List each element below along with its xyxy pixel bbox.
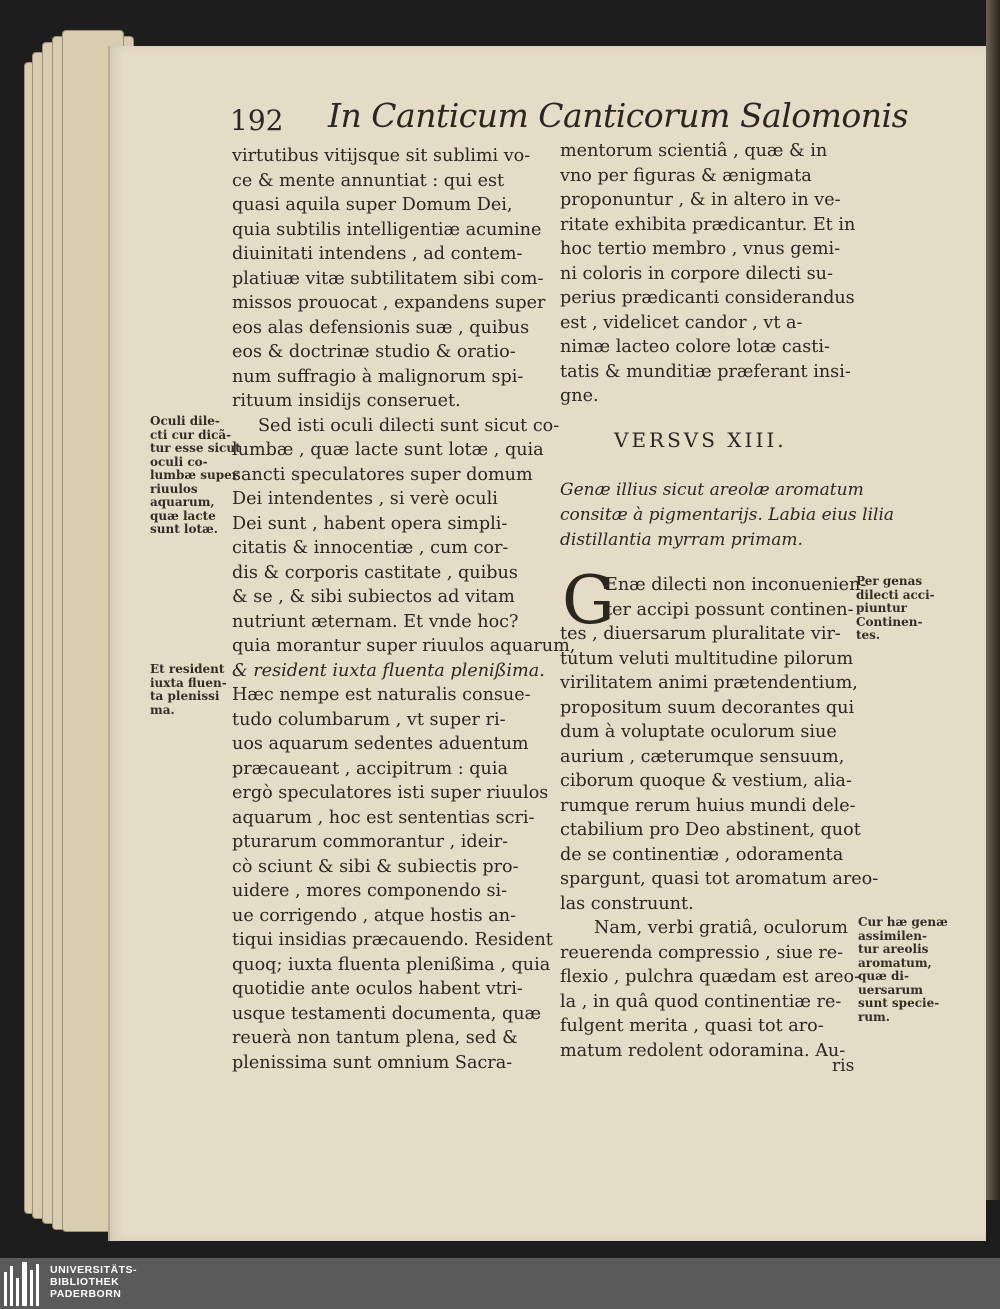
text-line: plenissima sunt omnium Sacra-	[232, 1052, 513, 1073]
margin-line: sunt lotæ.	[150, 522, 218, 536]
margin-line: aquarum,	[150, 495, 215, 509]
margin-line: quæ lacte	[150, 508, 216, 523]
section-heading: VERSVS XIII.	[614, 428, 787, 452]
text-line: eos alas defensionis suæ , quibus	[232, 317, 530, 338]
text-line: & resident iuxta fluenta plenißima.	[232, 660, 545, 681]
library-name	[50, 1264, 137, 1300]
text-line: cò sciunt & sibi & subiectis pro-	[232, 856, 519, 877]
right-text-column-first	[605, 573, 866, 622]
text-line: dum à voluptate oculorum siue	[560, 722, 837, 742]
text-line: virilitatem animi prætendentium,	[560, 673, 858, 693]
margin-line: aromatum,	[858, 955, 932, 970]
margin-line: tes.	[856, 628, 881, 642]
text-line: tes , diuersarum pluralitate vir-	[560, 624, 841, 644]
running-title: In Canticum Canticorum Salomonis	[328, 96, 909, 135]
text-line: quia subtilis intelligentiæ acumine	[232, 219, 542, 240]
text-line: nutriunt æternam. Et vnde hoc?	[232, 611, 519, 632]
text-line: Enæ dilecti non inconuenien-	[605, 575, 867, 595]
text-line: reuerenda compressio , siue re-	[560, 942, 844, 963]
drop-cap: G	[562, 562, 615, 639]
text-line: tiqui insidias præcauendo. Resident	[232, 930, 553, 950]
text-line: spargunt, quasi tot aromatum areo-	[560, 869, 879, 889]
text-line: quasi aquila super Domum Dei,	[232, 195, 513, 215]
text-line: nimæ lacteo colore lotæ casti-	[560, 337, 830, 357]
text-line: de se continentiæ , odoramenta	[560, 844, 844, 865]
text-line: las construunt.	[560, 893, 694, 914]
margin-line: piuntur	[856, 601, 907, 615]
text-line: Dei sunt , habent opera simpli-	[232, 513, 508, 534]
marginal-note	[150, 663, 227, 717]
lemma-line: distillantia myrram primam.	[560, 530, 803, 550]
text-line: mentorum scientiâ , quæ & in	[560, 141, 828, 161]
margin-line: tur areolis	[858, 942, 929, 956]
marginal-note	[856, 575, 935, 643]
text-line: flexio , pulchra quædam est areo-	[560, 967, 861, 987]
book-spine	[986, 0, 1000, 1200]
text-line: aurium , cæterumque sensuum,	[560, 746, 845, 767]
text-line: ter accipi possunt continen-	[605, 599, 854, 620]
margin-line: tur esse sicut	[150, 441, 241, 455]
library-line: BIBLIOTHEK	[50, 1276, 120, 1288]
text-line: Nam, verbi gratiâ, oculorum	[594, 918, 848, 938]
library-line: PADERBORN	[50, 1288, 122, 1300]
margin-line: Per genas	[856, 574, 923, 588]
text-line: uos aquarum sedentes aduentum	[232, 734, 529, 754]
text-line: est , videlicet candor , vt a-	[560, 312, 803, 333]
text-line: ritate exhibita prædicantur. Et in	[560, 214, 856, 235]
text-line: dis & corporis castitate , quibus	[232, 562, 518, 583]
catchword: ris	[832, 1056, 855, 1076]
text-line: ergò speculatores isti super riuulos	[232, 783, 549, 803]
margin-line: lumbæ super	[150, 468, 239, 482]
page-number: 192	[230, 104, 284, 137]
margin-line: quæ di-	[858, 969, 909, 983]
text-line: platiuæ vitæ subtilitatem sibi com-	[232, 268, 544, 289]
text-line: uidere , mores componendo si-	[232, 881, 508, 901]
text-line: Sed isti oculi dilecti sunt sicut co-	[258, 415, 560, 436]
library-line: UNIVERSITÄTS-	[50, 1264, 138, 1276]
margin-line: oculi co-	[150, 454, 208, 469]
margin-line: ta plenissi	[150, 689, 220, 703]
margin-line: uersarum	[858, 982, 923, 997]
text-line: rumque rerum huius mundi dele-	[560, 795, 856, 816]
text-line: rituum insidijs conseruet.	[232, 391, 461, 411]
text-line: propositum suum decorantes qui	[560, 697, 855, 718]
text-line: missos prouocat , expandens super	[232, 293, 546, 313]
text-line: aquarum , hoc est sententias scri-	[232, 807, 535, 828]
text-line: citatis & innocentiæ , cum cor-	[232, 538, 509, 558]
margin-line: sunt specie-	[858, 996, 940, 1010]
margin-line: Cur hæ genæ	[858, 915, 948, 929]
text-line: tudo columbarum , vt super ri-	[232, 709, 506, 730]
text-line: pturarum commorantur , ideir-	[232, 832, 509, 852]
margin-line: Et resident	[150, 662, 225, 676]
text-line: tatis & munditiæ præferant insi-	[560, 361, 851, 382]
left-text-column	[232, 144, 576, 1075]
text-line: ue corrigendo , atque hostis an-	[232, 905, 517, 926]
text-line: fulgent merita , quasi tot aro-	[560, 1016, 824, 1036]
text-line: ctabilium pro Deo abstinent, quot	[560, 820, 861, 840]
margin-line: Continen-	[856, 614, 923, 629]
text-line: Hæc nempe est naturalis consue-	[232, 685, 531, 705]
text-line: hoc tertio membro , vnus gemi-	[560, 239, 841, 259]
text-line: ciborum quoque & vestium, alia-	[560, 771, 852, 791]
text-line: Dei intendentes , si verè oculi	[232, 489, 498, 509]
text-line: quoq; iuxta fluenta plenißima , quia	[232, 954, 551, 975]
text-line: diuinitati intendens , ad contem-	[232, 244, 523, 264]
margin-line: iuxta fluen-	[150, 675, 227, 690]
text-line: num suffragio à malignorum spi-	[232, 366, 524, 387]
text-line: usque testamenti documenta, quæ	[232, 1003, 542, 1024]
text-line: eos & doctrinæ studio & oratio-	[232, 342, 516, 362]
text-line: & se , & sibi subiectos ad vitam	[232, 587, 515, 607]
margin-line: riuulos	[150, 481, 198, 496]
text-line: gne.	[560, 386, 599, 406]
text-line: perius prædicanti considerandus	[560, 288, 855, 308]
text-line: reuerà non tantum plena, sed &	[232, 1028, 518, 1048]
lemma-line: consitæ à pigmentarijs. Labia eius lilia	[560, 505, 895, 525]
margin-line: rum.	[858, 1009, 890, 1024]
text-line: vno per figuras & ænigmata	[560, 165, 812, 186]
text-line: virtutibus vitijsque sit sublimi vo-	[232, 146, 531, 166]
text-line: quotidie ante oculos habent vtri-	[232, 979, 523, 999]
margin-line: assimilen-	[858, 928, 927, 943]
margin-line: cti cur dicã-	[150, 427, 232, 442]
marginal-note	[858, 916, 948, 1024]
library-footer-bar	[0, 1258, 1000, 1309]
marginal-note	[150, 415, 241, 537]
text-line: sancti speculatores super domum	[232, 464, 533, 485]
text-line: la , in quâ quod continentiæ re-	[560, 991, 842, 1012]
text-line: proponuntur , & in altero in ve-	[560, 190, 841, 210]
lemma-line: Genæ illius sicut areolæ aromatum	[560, 480, 864, 500]
text-line: præcaueant , accipitrum : quia	[232, 758, 508, 779]
text-line: ce & mente annuntiat : qui est	[232, 170, 505, 191]
library-logo-icon	[4, 1262, 44, 1306]
text-line: matum redolent odoramina. Au-	[560, 1040, 846, 1061]
margin-line: Oculi dile-	[150, 414, 220, 428]
text-line: ni coloris in corpore dilecti su-	[560, 263, 833, 284]
margin-line: ma.	[150, 702, 175, 717]
text-line: tutum veluti multitudine pilorum	[560, 648, 854, 669]
verse-lemma	[560, 478, 894, 553]
text-line: lumbæ , quæ lacte sunt lotæ , quia	[232, 440, 544, 460]
right-text-column-body	[560, 622, 878, 1063]
right-text-column-top	[560, 139, 860, 409]
margin-line: dilecti acci-	[856, 587, 935, 602]
text-line: quia morantur super riuulos aquarum,	[232, 636, 576, 656]
